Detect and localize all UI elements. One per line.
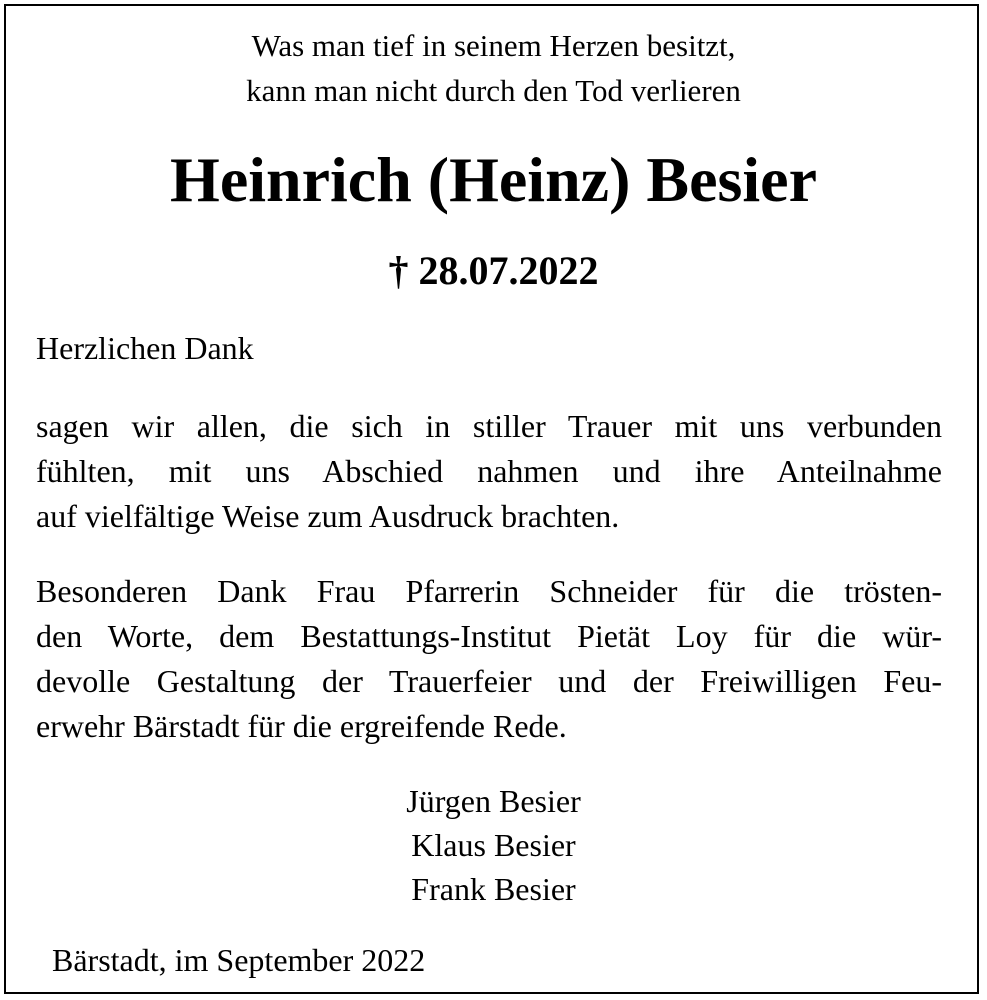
paragraph1-line-2: fühlten, mit uns Abschied nahmen und ihre Anteilnahme	[36, 453, 942, 489]
paragraph2-line-1: Besonderen Dank Frau Pfarrerin Schneider für die trösten-	[36, 573, 942, 609]
thanks-heading: Herzlichen Dank	[36, 330, 254, 366]
motto-line-2: kann man nicht durch den Tod verlieren	[246, 73, 741, 108]
death-date: † 28.07.2022	[388, 248, 599, 293]
signature-3: Frank Besier	[411, 871, 576, 907]
paragraph2-line-3: devolle Gestaltung der Trauerfeier und der Freiwilligen Feu-	[36, 663, 942, 699]
motto-line-1: Was man tief in seinem Herzen besitzt,	[251, 28, 736, 63]
paragraph2-line-4: erwehr Bärstadt für die ergreifende Rede.	[36, 708, 567, 744]
deceased-name: Heinrich (Heinz) Besier	[170, 144, 817, 215]
paragraph1-line-3: auf vielfältige Weise zum Ausdruck brachten.	[36, 498, 620, 534]
paragraph1-line-1: sagen wir allen, die sich in stiller Trauer mit uns verbunden	[36, 408, 942, 444]
signature-1: Jürgen Besier	[406, 783, 581, 819]
signature-2: Klaus Besier	[411, 827, 576, 863]
paragraph2-line-2: den Worte, dem Bestattungs-Institut Pietät Loy für die wür-	[36, 618, 942, 654]
place-date: Bärstadt, im September 2022	[52, 942, 426, 978]
